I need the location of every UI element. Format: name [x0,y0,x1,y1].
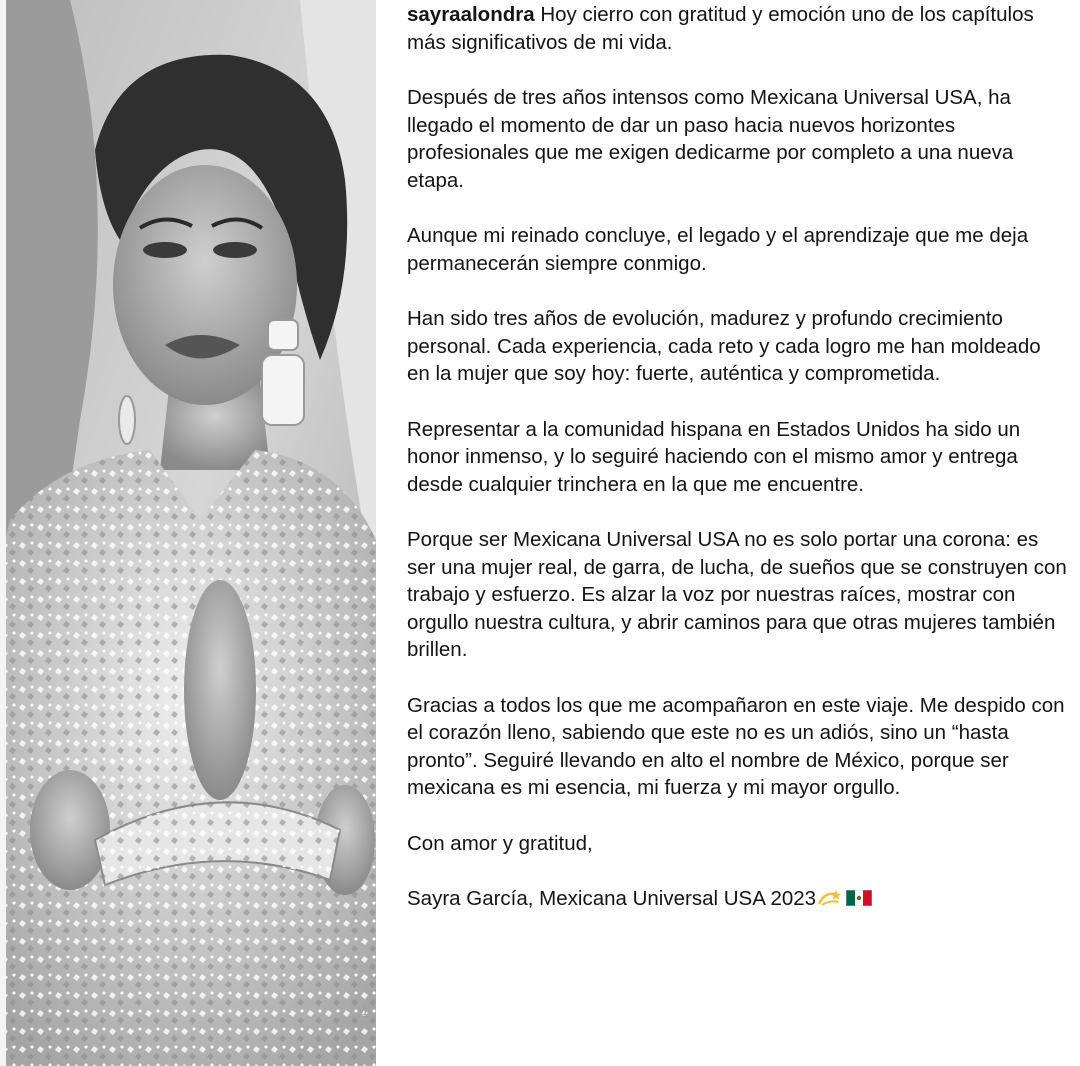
caption-paragraph-5: Representar a la comunidad hispana en Estados Unidos ha sido un honor inmenso, y lo seguiré haciendo con el mismo amor y entrega desde cualquier trinchera en la que me encuentre. [407,417,1021,496]
caption-paragraph-3: Aunque mi reinado concluye, el legado y el aprendizaje que me deja permanecerán siempre conmigo. [407,224,1029,275]
photo-border [0,0,6,1066]
caption-paragraph-4: Han sido tres años de evolución, madurez y profundo crecimiento personal. Cada experiencia, cada reto y cada logro me han moldeado en la mujer que soy hoy: fuerte, auténtica y comprometida. [407,307,1041,385]
dizzy-sparkle-icon [816,888,842,908]
mexico-flag-icon [846,890,872,906]
post-caption [407,0,1067,941]
caption-signature [407,885,1067,913]
post-photo[interactable] [0,0,376,1066]
username-link[interactable]: sayraalondra [407,3,535,26]
caption-paragraph-2: Después de tres años intensos como Mexicana Universal USA, ha llegado el momento de dar un paso hacia nuevos horizontes profesionales que me exigen dedicarme por completo a una nueva etapa. [407,86,1014,192]
caption-paragraph-8: Con amor y gratitud, [407,831,593,855]
caption-paragraph-1 [407,1,1067,56]
slide-marker: 4 [360,1006,369,1021]
caption-paragraph-7: Gracias a todos los que me acompañaron en este viaje. Me despido con el corazón lleno, sabiendo que este no es un adiós, sino un “hasta pronto”. Seguiré llevando en alto el nombre de México, porque ser mexicana es mi esencia, mi fuerza y mi mayor orgullo. [407,693,1065,799]
caption-text: Hoy cierro con gratitud y emoción uno de los capítulos más significativos de mi vida. [407,3,1034,54]
signature-text: Sayra García, Mexicana Universal USA 2023 [407,887,817,910]
caption-paragraph-6: Porque ser Mexicana Universal USA no es solo portar una corona: es ser una mujer real, de garra, de lucha, de sueños que se construyen con trabajo y esfuerzo. Es alzar la voz por nuestras raíces, mostrar con orgullo nuestra cultura, y abrir caminos para que otras mujeres también brillen. [407,528,1067,661]
portrait-photo [0,0,376,1066]
